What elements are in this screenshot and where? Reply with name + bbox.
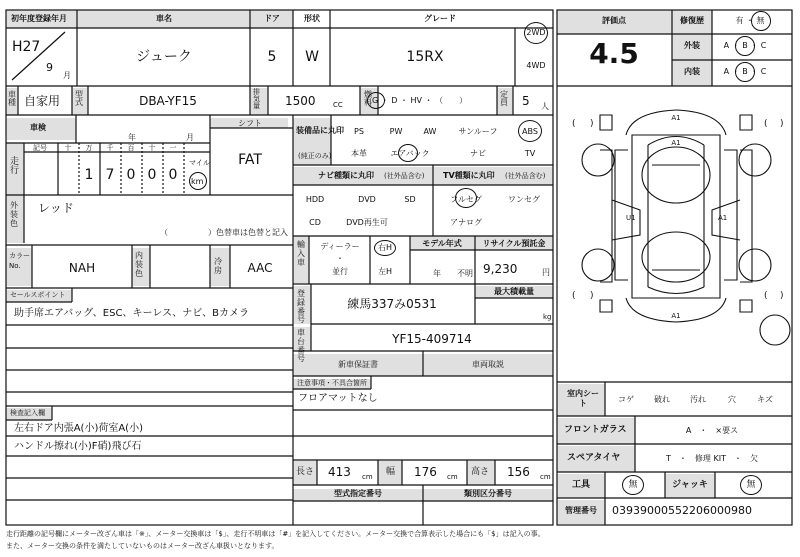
- equip-airbag: エアバック: [390, 149, 430, 158]
- tools-label: 工具: [571, 480, 591, 490]
- digit-header-4: 十: [148, 144, 156, 152]
- diagram-label-front: A1: [671, 114, 681, 122]
- month-value: 9: [46, 61, 53, 74]
- digit-header-3: 百: [127, 144, 135, 152]
- displacement-label: 排気量: [253, 88, 260, 110]
- seat-item-stain: 汚れ: [690, 395, 706, 404]
- inspection-month-unit: 月: [186, 133, 194, 142]
- drive-4wd: 4WD: [526, 61, 546, 70]
- seat-item-tear: 破れ: [654, 395, 670, 404]
- mileage-symbol-label: 記号: [33, 144, 47, 152]
- length-value: 413: [328, 465, 351, 479]
- windshield-options: A ・ ×要ス: [685, 426, 739, 435]
- equip-navi: ナビ: [470, 149, 486, 158]
- mileage-digit: 1: [84, 167, 94, 183]
- paren-open: (: [764, 291, 768, 301]
- category-number-label: 類別区分番号: [464, 489, 512, 498]
- paren-close: ): [590, 291, 594, 301]
- inspector-label: 検査記入欄: [10, 409, 45, 417]
- length-label: 長さ: [296, 467, 315, 477]
- rating-value: 4.5: [589, 37, 639, 70]
- mileage-unit-mile: マイル: [189, 159, 210, 167]
- type-designation-label: 型式指定番号: [334, 489, 382, 498]
- recycle-label: リサイクル預託金: [482, 239, 546, 248]
- sales-point-text: 助手席エアバッグ、ESC、キーレス、ナビ、Bカメラ: [14, 308, 250, 319]
- paren-close: ): [780, 291, 784, 301]
- tools-value: 無: [628, 480, 638, 490]
- displacement-unit: CC: [333, 101, 343, 109]
- exterior-grade-label: 外装: [684, 41, 700, 50]
- drive-2wd: 2WD: [526, 28, 546, 37]
- fuel-options: G ・ D ・ HV ・ （ ）: [372, 96, 468, 105]
- car-diagram: [582, 110, 790, 345]
- mileage-digit: 0: [147, 167, 157, 183]
- doors-value: 5: [267, 49, 277, 65]
- model-label: 型式: [75, 90, 83, 107]
- recycle-value: 9,230: [483, 262, 518, 276]
- shape-label: 形状: [304, 14, 320, 23]
- paren-close: ): [780, 119, 784, 129]
- digit-header-0: 十: [64, 144, 72, 152]
- diagram-label-right: A1: [718, 214, 728, 222]
- jack-label: ジャッキ: [672, 480, 708, 490]
- vehicle-type-value: 自家用: [24, 94, 61, 108]
- car-name-value: ジューク: [136, 49, 192, 65]
- car-name-label: 車名: [156, 14, 172, 23]
- shift-label: シフト: [238, 119, 262, 128]
- footer-note-1: 走行距離の記号欄にメーター改ざん車は「※」、メーター交換車は「$」、走行不明車は「#」を記入してください。メーター交換で合算表示した場合にも「$」は記入の事。: [6, 530, 545, 538]
- exterior-color-label: 外装色: [10, 201, 18, 228]
- windshield-label: フロントガラス: [564, 425, 627, 435]
- model-value: DBA-YF15: [139, 94, 197, 108]
- inspector-line-1: 左右ドア内張A(小)荷室A(小): [14, 423, 143, 434]
- ac-label: 冷房: [214, 257, 222, 275]
- navi-dvd-play: DVD再生可: [346, 218, 388, 227]
- mileage-digit: 0: [126, 167, 136, 183]
- equip-sunroof: サンルーフ: [458, 127, 498, 136]
- diagram-label-hood: A1: [671, 139, 681, 147]
- management-value: 03939000552206000980: [612, 504, 752, 517]
- notes-text: フロアマットなし: [298, 393, 378, 404]
- paren-close: ): [590, 119, 594, 129]
- width-value: 176: [414, 465, 437, 479]
- inspection-year-unit: 年: [128, 133, 136, 142]
- footer-note-2: また、メーター交換の条件を満たしていないものはメーター改ざん車扱いとなります。: [6, 542, 279, 550]
- inspector-line-2: ハンドル擦れ(小)F硝)飛び石: [14, 441, 142, 452]
- shift-value: FAT: [238, 152, 262, 168]
- max-load-label: 最大積載量: [494, 287, 534, 296]
- seat-item-scratch: キズ: [757, 395, 773, 404]
- import-dealer: ディーラー: [320, 242, 360, 251]
- max-load-unit: kg: [543, 313, 552, 321]
- model-year-label: モデル年式: [422, 239, 462, 248]
- navi-hdd: HDD: [305, 195, 325, 204]
- mileage-digit: 0: [168, 167, 178, 183]
- equip-leather: 本革: [351, 149, 367, 158]
- diagram-label-left: U1: [626, 214, 636, 222]
- management-label: 管理番号: [565, 506, 597, 515]
- import-parallel: 並行: [332, 267, 348, 276]
- ac-value: AAC: [247, 261, 273, 275]
- repair-history-options: 有 ・ 無: [735, 16, 765, 25]
- chassis-value: YF15-409714: [392, 332, 472, 346]
- month-unit: 月: [63, 71, 71, 80]
- recycle-unit: 円: [542, 268, 550, 277]
- equip-aw: AW: [423, 127, 437, 136]
- jack-value: 無: [746, 480, 756, 490]
- first-reg-label: 初年度登録年月: [11, 14, 67, 23]
- tv-oneseg: ワンセグ: [508, 195, 540, 204]
- color-no-label: カラーNo.: [9, 252, 30, 270]
- sales-point-label: セールスポイント: [10, 291, 66, 299]
- import-right-h: 右H: [377, 243, 393, 252]
- fuel-label: 燃料: [364, 90, 372, 107]
- capacity-unit: 人: [541, 102, 549, 111]
- seat-item-burn: コゲ: [618, 395, 634, 404]
- interior-seat-label: 室内シート: [567, 389, 599, 409]
- capacity-value: 5: [522, 94, 530, 108]
- width-label: 幅: [386, 467, 396, 477]
- rating-label: 評価点: [602, 16, 626, 25]
- model-year-unknown: 不明: [457, 269, 473, 278]
- navi-dvd: DVD: [358, 195, 376, 204]
- mileage-label: 走行: [10, 157, 20, 176]
- interior-grade-label: 内装: [684, 67, 700, 76]
- chassis-label: 車台番号: [297, 328, 305, 364]
- year-value: H27: [12, 39, 41, 55]
- capacity-label: 定員: [500, 90, 508, 107]
- tv-label: TV種類に丸印: [443, 171, 495, 180]
- repair-history-label: 修復歴: [680, 16, 704, 25]
- equip-abs: ABS: [522, 127, 538, 136]
- registration-label: 登録番号: [297, 289, 305, 325]
- grade-value: 15RX: [406, 49, 444, 65]
- navi-cd: CD: [309, 218, 321, 227]
- height-unit: cm: [540, 473, 551, 481]
- notes-label: 注意事項・不具合箇所: [297, 379, 367, 387]
- import-dot: ・: [336, 254, 344, 263]
- exterior-grade-options: A ・ B ・ C: [723, 41, 767, 50]
- tv-analog: アナログ: [450, 218, 482, 227]
- length-unit: cm: [362, 473, 373, 481]
- exterior-color-value: レッド: [38, 201, 74, 215]
- paren-open: (: [572, 291, 576, 301]
- navi-sd: SD: [404, 195, 416, 204]
- mileage-unit-km: km: [191, 177, 204, 186]
- color-no-value: NAH: [68, 261, 96, 275]
- paren-open: (: [764, 119, 768, 129]
- displacement-value: 1500: [285, 94, 316, 108]
- shape-value: W: [305, 49, 319, 65]
- manual-label: 車両取説: [472, 360, 504, 369]
- spare-tire-label: スペアタイヤ: [567, 453, 621, 463]
- interior-grade-options: A ・ B ・ C: [723, 67, 767, 76]
- exterior-color-note: （ ）色替車は色替と記入: [160, 228, 288, 237]
- import-label: 輸入車: [297, 240, 305, 267]
- vehicle-type-label: 車種: [8, 90, 16, 107]
- width-unit: cm: [447, 473, 458, 481]
- paren-open: (: [572, 119, 576, 129]
- digit-header-5: 一: [169, 144, 177, 152]
- equip-pw: PW: [389, 127, 403, 136]
- equip-tv: TV: [524, 149, 536, 158]
- warranty-label: 新車保証書: [338, 360, 378, 369]
- tv-sub: (社外品含む): [505, 172, 546, 180]
- digit-header-1: 万: [85, 144, 93, 152]
- seat-item-hole: 穴: [728, 395, 736, 404]
- interior-color-label: 内装色: [135, 251, 143, 278]
- spare-tire-options: T ・ 修理 KIT ・ 欠: [666, 454, 758, 463]
- grade-label: グレード: [424, 14, 456, 23]
- height-label: 高さ: [471, 467, 490, 477]
- tv-fullseg: フルセグ: [450, 195, 482, 204]
- door-label: ドア: [264, 14, 280, 23]
- navi-label: ナビ種類に丸印: [318, 171, 374, 180]
- mileage-digit: 7: [105, 167, 115, 183]
- inspection-label: 車検: [30, 123, 46, 132]
- navi-sub: (社外品含む): [384, 172, 425, 180]
- digit-header-2: 千: [106, 144, 114, 152]
- equipment-sublabel: (純正のみ): [298, 152, 332, 160]
- equip-ps: PS: [354, 127, 364, 136]
- import-left-h: 左H: [377, 267, 393, 276]
- diagram-label-rear: A1: [671, 312, 681, 320]
- equipment-label: 装備品に丸印: [296, 126, 344, 135]
- model-year-unit: 年: [433, 269, 441, 278]
- registration-value: 練馬337み0531: [347, 297, 437, 311]
- height-value: 156: [507, 465, 530, 479]
